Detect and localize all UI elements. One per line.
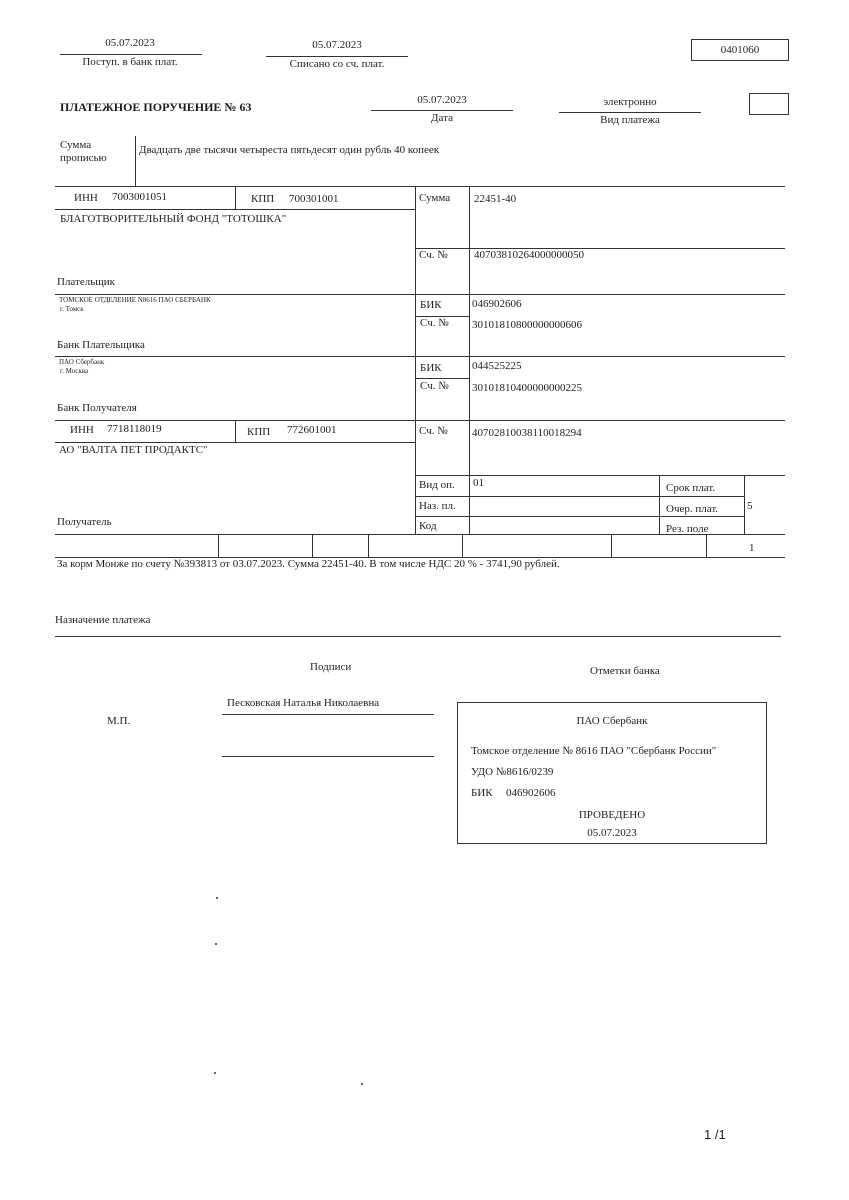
payee-bank-bottom-line — [55, 420, 785, 421]
signatures-label: Подписи — [310, 661, 352, 673]
received-date: 05.07.2023 — [105, 37, 155, 49]
received-date-line — [60, 54, 202, 55]
payee-bank-bik: 044525225 — [472, 360, 522, 372]
payer-bank-account-label: Сч. № — [420, 317, 449, 329]
grid-vert-1 — [415, 186, 416, 534]
scan-speck — [361, 1083, 363, 1085]
payee-inn: 7718118019 — [107, 423, 162, 435]
grid-vert-2 — [469, 186, 470, 534]
page-number: 1 /1 — [704, 1127, 726, 1142]
title-date-line — [371, 110, 513, 111]
payer-inn-label: ИНН — [74, 192, 98, 204]
codes-vert-1 — [659, 475, 660, 534]
mp-label: М.П. — [107, 715, 131, 727]
stamp-branch: Томское отделение № 8616 ПАО "Сбербанк России" — [471, 745, 717, 757]
signature-line-1 — [222, 714, 434, 715]
rez-label: Рез. поле — [666, 523, 709, 535]
payee-inn-kpp-divider — [235, 420, 236, 442]
ocher-value: 5 — [747, 500, 753, 512]
payer-name: БЛАГОТВОРИТЕЛЬНЫЙ ФОНД "ТОТОШКА" — [60, 213, 287, 225]
codes-mid-line-1 — [415, 496, 745, 497]
amount-words-divider — [135, 136, 136, 186]
page-title: ПЛАТЕЖНОЕ ПОРУЧЕНИЕ № 63 — [60, 100, 252, 114]
payer-bank-bik: 046902606 — [472, 298, 522, 310]
payer-account: 40703810264000000050 — [474, 249, 584, 261]
grid-line-top — [55, 186, 785, 187]
payee-inn-label: ИНН — [70, 424, 94, 436]
payer-inn-kpp-divider — [235, 186, 236, 209]
payee-bank-name: ПАО Сбербанк — [59, 358, 105, 366]
payer-bank-bik-label: БИК — [420, 299, 442, 311]
tax-cell-divider-5 — [611, 534, 612, 557]
sum-value: 22451-40 — [474, 193, 517, 205]
sum-account-line — [415, 248, 785, 249]
codes-top-line — [415, 475, 785, 476]
signature-line-2 — [222, 756, 434, 757]
payee-bank-bik-label: БИК — [420, 362, 442, 374]
sum-label: Сумма — [419, 192, 451, 204]
stamp-date: 05.07.2023 — [587, 827, 637, 839]
tax-cell-divider-1 — [218, 534, 219, 557]
vid-op-label: Вид оп. — [419, 479, 455, 491]
payer-bank-city: г. Томск — [60, 305, 84, 313]
vid-op: 01 — [473, 477, 484, 489]
payer-kpp: 700301001 — [289, 193, 339, 205]
stamp-udo: УДО №8616/0239 — [471, 766, 554, 778]
purpose-text: За корм Монже по счету №393813 от 03.07.2023. Сумма 22451-40. В том числе НДС 20 % - 3741,90 рублей. — [57, 558, 560, 570]
stamp-status: ПРОВЕДЕНО — [578, 809, 646, 821]
ocher-label: Очер. плат. — [666, 503, 719, 515]
srok-label: Срок плат. — [666, 482, 716, 494]
payee-kpp: 772601001 — [287, 424, 337, 436]
payee-name: АО "ВАЛТА ПЕТ ПРОДАКТС" — [59, 444, 208, 456]
title-date-label: Дата — [431, 112, 453, 124]
debited-date-line — [266, 56, 408, 57]
payer-bank-account: 30101810800000000606 — [472, 319, 582, 331]
stamp-bik-label: БИК — [471, 787, 493, 799]
payment-type-label: Вид платежа — [600, 114, 660, 126]
purpose-label: Назначение платежа — [55, 614, 151, 626]
payee-account: 40702810038110018294 — [472, 427, 582, 439]
amount-words-text: Двадцать две тысячи четыреста пятьдесят один рубль 40 копеек — [139, 144, 440, 156]
payer-account-label: Сч. № — [419, 249, 448, 261]
scan-speck — [214, 1072, 216, 1074]
scan-speck — [215, 943, 217, 945]
amount-words-label-1: Сумма — [60, 139, 92, 151]
received-label: Поступ. в банк плат. — [82, 56, 178, 68]
payee-bank-city: г. Москва — [60, 367, 89, 375]
payer-bank-label: Банк Плательщика — [57, 339, 145, 351]
kod-label: Код — [419, 520, 437, 532]
payer-bank-name: ТОМСКОЕ ОТДЕЛЕНИЕ N8616 ПАО СБЕРБАНК — [59, 296, 211, 304]
tax-cell-divider-6 — [706, 534, 707, 557]
bank-stamp — [457, 702, 767, 844]
amount-words-label-2: прописью — [60, 152, 107, 164]
payee-bank-label: Банк Получателя — [57, 402, 137, 414]
debited-label: Списано со сч. плат. — [289, 58, 385, 70]
payer-inn-line — [55, 209, 415, 210]
tax-last-cell: 1 — [749, 542, 755, 554]
payment-type: электронно — [603, 96, 657, 108]
payment-type-line — [559, 112, 701, 113]
code-box — [749, 93, 789, 115]
payer-label: Плательщик — [57, 276, 115, 288]
payee-bank-account-label: Сч. № — [420, 380, 449, 392]
scan-speck — [216, 897, 218, 899]
purpose-line — [55, 636, 781, 637]
payee-bank-account: 30101810400000000225 — [472, 382, 582, 394]
payer-inn: 7003001051 — [112, 191, 167, 203]
codes-vert-2 — [744, 475, 745, 534]
title-date: 05.07.2023 — [417, 94, 467, 106]
payer-kpp-label: КПП — [251, 193, 275, 205]
payee-account-label: Сч. № — [419, 425, 448, 437]
payee-inn-line — [55, 442, 415, 443]
form-code-box — [691, 39, 789, 61]
tax-cell-divider-3 — [368, 534, 369, 557]
payee-bank-bik-line — [415, 378, 469, 379]
form-code: 0401060 — [720, 44, 760, 56]
payee-label: Получатель — [57, 516, 112, 528]
codes-mid-line-2 — [415, 516, 745, 517]
signer-name: Песковская Наталья Николаевна — [227, 697, 380, 709]
debited-date: 05.07.2023 — [312, 39, 362, 51]
payer-bank-bottom-line — [55, 356, 785, 357]
bank-marks-label: Отметки банка — [590, 665, 660, 677]
tax-cell-divider-4 — [462, 534, 463, 557]
naz-pl-label: Наз. пл. — [419, 500, 456, 512]
stamp-bank: ПАО Сбербанк — [576, 715, 648, 727]
payer-bottom-line — [55, 294, 785, 295]
stamp-bik: 046902606 — [506, 787, 556, 799]
tax-cell-divider-2 — [312, 534, 313, 557]
payee-kpp-label: КПП — [247, 426, 271, 438]
